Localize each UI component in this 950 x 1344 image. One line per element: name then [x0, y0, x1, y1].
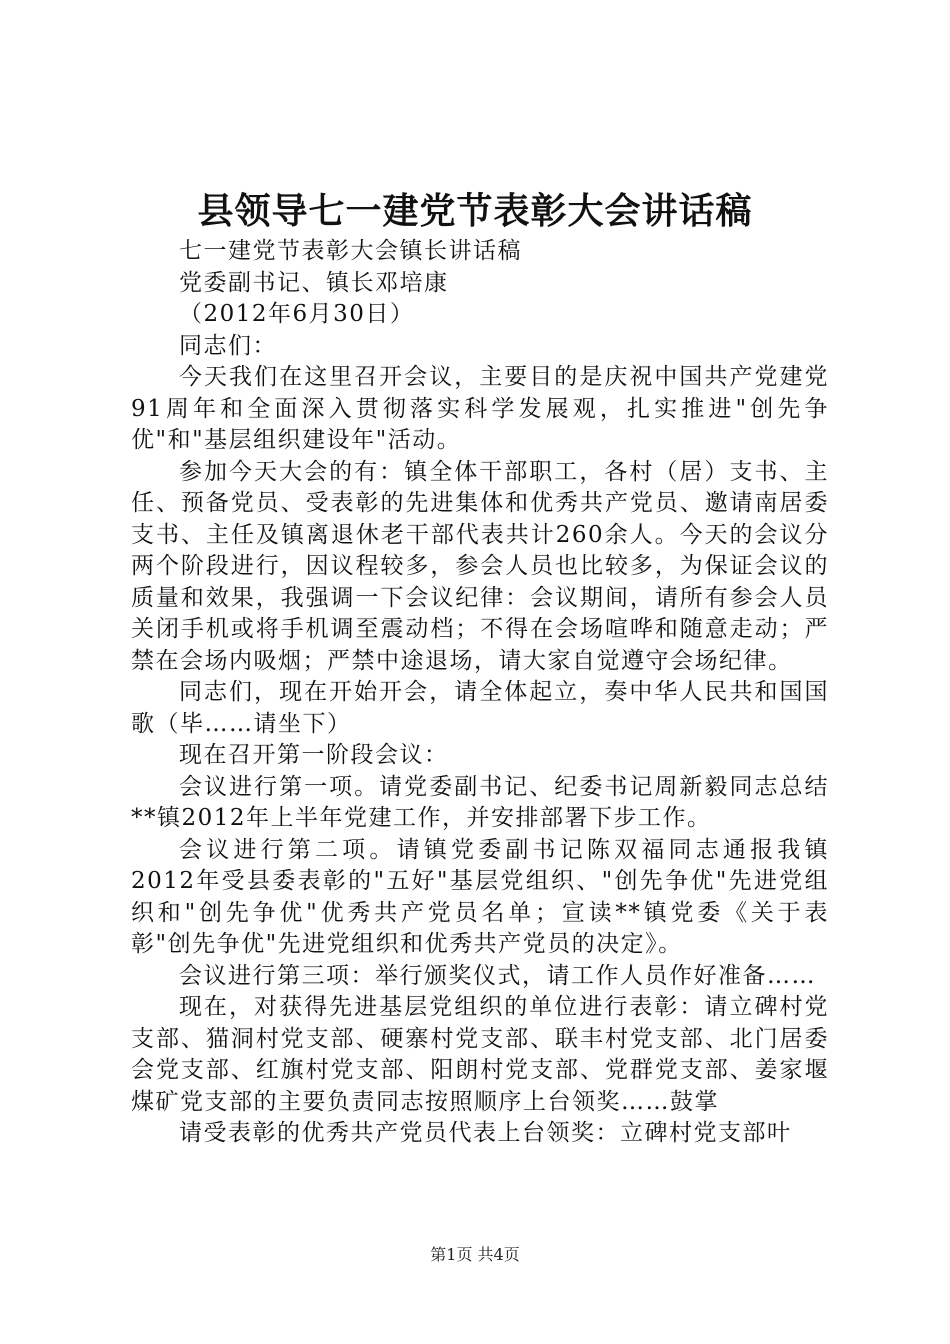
- document-title: 县领导七一建党节表彰大会讲话稿: [197, 190, 753, 232]
- paragraph: 会议进行第二项。请镇党委副书记陈双福同志通报我镇2012年受县委表彰的"五好"基层党组织、"创先争优"先进党组织和"创先争优"优秀共产党员名单；宣读**镇党委《关于表彰"创先争优"先进党组织和优秀共产党员的决定》。: [131, 836, 829, 957]
- paragraph-date: （2012年6月30日）: [179, 301, 415, 327]
- paragraph-subtitle: 七一建党节表彰大会镇长讲话稿: [179, 238, 522, 264]
- paragraph: 现在，对获得先进基层党组织的单位进行表彰：请立碑村党支部、猫洞村党支部、硬寨村党支部、联丰村党支部、北门居委会党支部、红旗村党支部、阳朗村党支部、党群党支部、姜家堰煤矿党支部的主要负责同志按照顺序上台领奖……鼓掌: [131, 994, 829, 1115]
- paragraph-salutation: 同志们：: [179, 332, 277, 359]
- page-footer: 第1页 共4页: [430, 1245, 520, 1264]
- paragraph: 今天我们在这里召开会议，主要目的是庆祝中国共产党建党91周年和全面深入贯彻落实科学发展观，扎实推进"创先争优"和"基层组织建设年"活动。: [131, 364, 829, 453]
- paragraph: 现在召开第一阶段会议：: [179, 742, 449, 768]
- paragraph: 参加今天大会的有：镇全体干部职工，各村（居）支书、主任、预备党员、受表彰的先进集体和优秀共产党员、邀请南居委支书、主任及镇离退休老干部代表共计260余人。今天的会议分两个阶段进行，因议程较多，参会人员也比较多，为保证会议的质量和效果，我强调一下会议纪律：会议期间，请所有参会人员关闭手机或将手机调至震动档；不得在会场喧哗和随意走动；严禁在会场内吸烟；严禁中途退场，请大家自觉遵守会场纪律。: [131, 458, 829, 674]
- paragraph: 同志们，现在开始开会，请全体起立，奏中华人民共和国国歌（毕……请坐下）: [131, 679, 829, 737]
- paragraph-speaker: 党委副书记、镇长邓培康: [179, 269, 449, 296]
- document-body: [131, 236, 829, 1150]
- paragraph: 会议进行第三项：举行颁奖仪式，请工作人员作好准备……: [179, 962, 816, 989]
- paragraph: 会议进行第一项。请党委副书记、纪委书记周新毅同志总结**镇2012年上半年党建工作，并安排部署下步工作。: [131, 773, 829, 831]
- paragraph: 请受表彰的优秀共产党员代表上台领奖：立碑村党支部叶: [179, 1120, 792, 1146]
